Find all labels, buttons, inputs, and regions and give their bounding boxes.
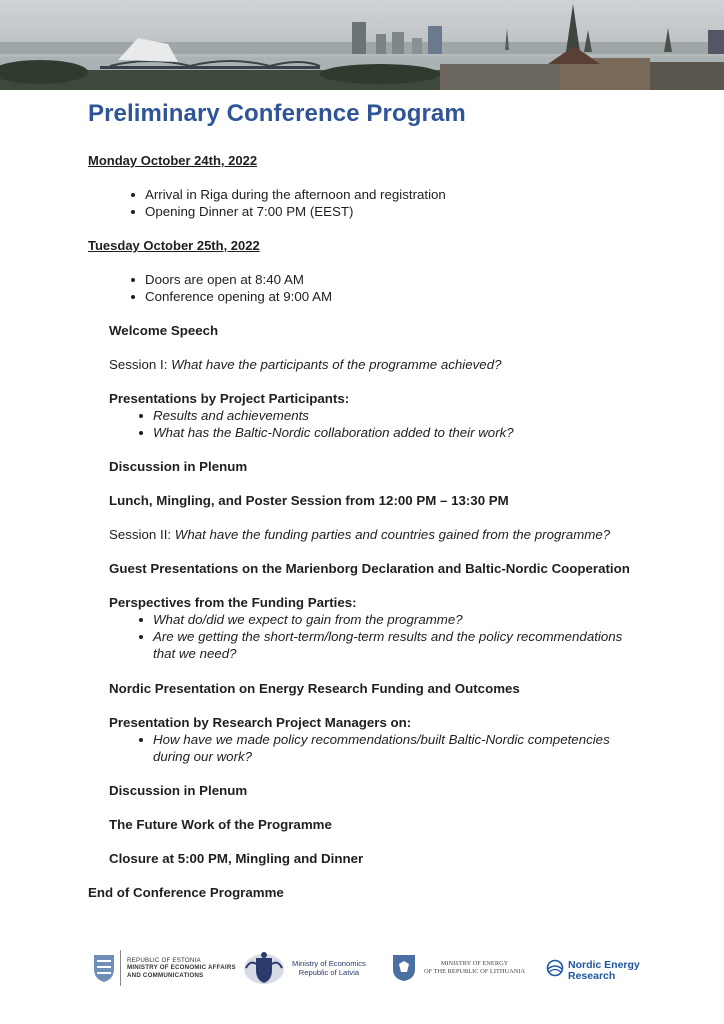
- session-question: What have the participants of the programme achieved?: [171, 357, 502, 372]
- agenda-session-2: [109, 526, 610, 543]
- agenda-managers-presentation: Presentation by Research Project Managers on:: [109, 715, 412, 730]
- latvia-line2: Republic of Latvia: [298, 968, 360, 977]
- logo-divider: [120, 950, 121, 986]
- list-item: Doors are open at 8:40 AM: [145, 272, 304, 287]
- agenda-end: End of Conference Programme: [88, 885, 284, 900]
- list-item: How have we made policy recommendations/built Baltic-Nordic competencies during our work?: [153, 731, 643, 765]
- lithuania-line2: OF THE REPUBLIC OF LITHUANIA: [424, 968, 526, 975]
- estonia-line2: MINISTRY OF ECONOMIC AFFAIRS: [127, 964, 236, 972]
- agenda-discussion-2: Discussion in Plenum: [109, 783, 248, 798]
- list-item: Conference opening at 9:00 AM: [145, 289, 333, 304]
- skyline-illustration: [0, 0, 724, 90]
- lithuania-line1: MINISTRY OF ENERGY: [440, 960, 509, 968]
- estonia-line1: REPUBLIC OF ESTONIA: [127, 956, 201, 964]
- day-heading-monday: Monday October 24th, 2022: [88, 153, 258, 168]
- list-item: Arrival in Riga during the afternoon and registration: [145, 187, 446, 202]
- list-item: What do/did we expect to gain from the programme?: [153, 612, 463, 627]
- list-item: Are we getting the short-term/long-term results and the policy recommendations that we need?: [153, 628, 643, 662]
- latvia-coat-of-arms-icon: [242, 950, 286, 986]
- page-title: Preliminary Conference Program: [88, 100, 466, 127]
- list-item: What has the Baltic-Nordic collaboration added to their work?: [153, 425, 514, 440]
- estonia-line3: AND COMMUNICATIONS: [127, 971, 204, 979]
- nordic-line2: Research: [568, 970, 616, 982]
- session-question: What have the funding parties and countries gained from the programme?: [174, 527, 611, 542]
- agenda-future-work: The Future Work of the Programme: [109, 817, 332, 832]
- logo-estonia-ministry: [92, 945, 236, 991]
- agenda-session-1: [109, 356, 501, 373]
- logo-latvia-ministry: [242, 945, 366, 991]
- agenda-welcome: Welcome Speech: [109, 323, 219, 338]
- logo-lithuania-ministry: [392, 945, 525, 991]
- agenda-perspectives: Perspectives from the Funding Parties:: [109, 595, 357, 610]
- agenda-presentations-participants: Presentations by Project Participants:: [109, 391, 350, 406]
- partner-logos: [0, 945, 724, 995]
- agenda-nordic-presentation: Nordic Presentation on Energy Research Funding and Outcomes: [109, 681, 520, 696]
- estonia-coat-of-arms-icon: [92, 953, 116, 983]
- logo-nordic-energy-research: [546, 945, 640, 991]
- agenda-closure: Closure at 5:00 PM, Mingling and Dinner: [109, 851, 364, 866]
- header-banner-riga-skyline: [0, 0, 724, 90]
- session-label: Session I:: [109, 357, 172, 372]
- agenda-discussion-1: Discussion in Plenum: [109, 459, 248, 474]
- agenda-guest-presentations: Guest Presentations on the Marienborg Declaration and Baltic-Nordic Cooperation: [109, 561, 630, 576]
- day-heading-tuesday: Tuesday October 25th, 2022: [88, 238, 260, 253]
- list-item: Opening Dinner at 7:00 PM (EEST): [145, 204, 354, 219]
- agenda-lunch: Lunch, Mingling, and Poster Session from 12:00 PM – 13:30 PM: [109, 493, 509, 508]
- latvia-line1: Ministry of Economics: [292, 959, 366, 968]
- list-item: Results and achievements: [153, 408, 309, 423]
- lithuania-coat-of-arms-icon: [392, 954, 416, 982]
- nordic-line1: Nordic Energy: [568, 958, 640, 971]
- session-label: Session II:: [109, 527, 175, 542]
